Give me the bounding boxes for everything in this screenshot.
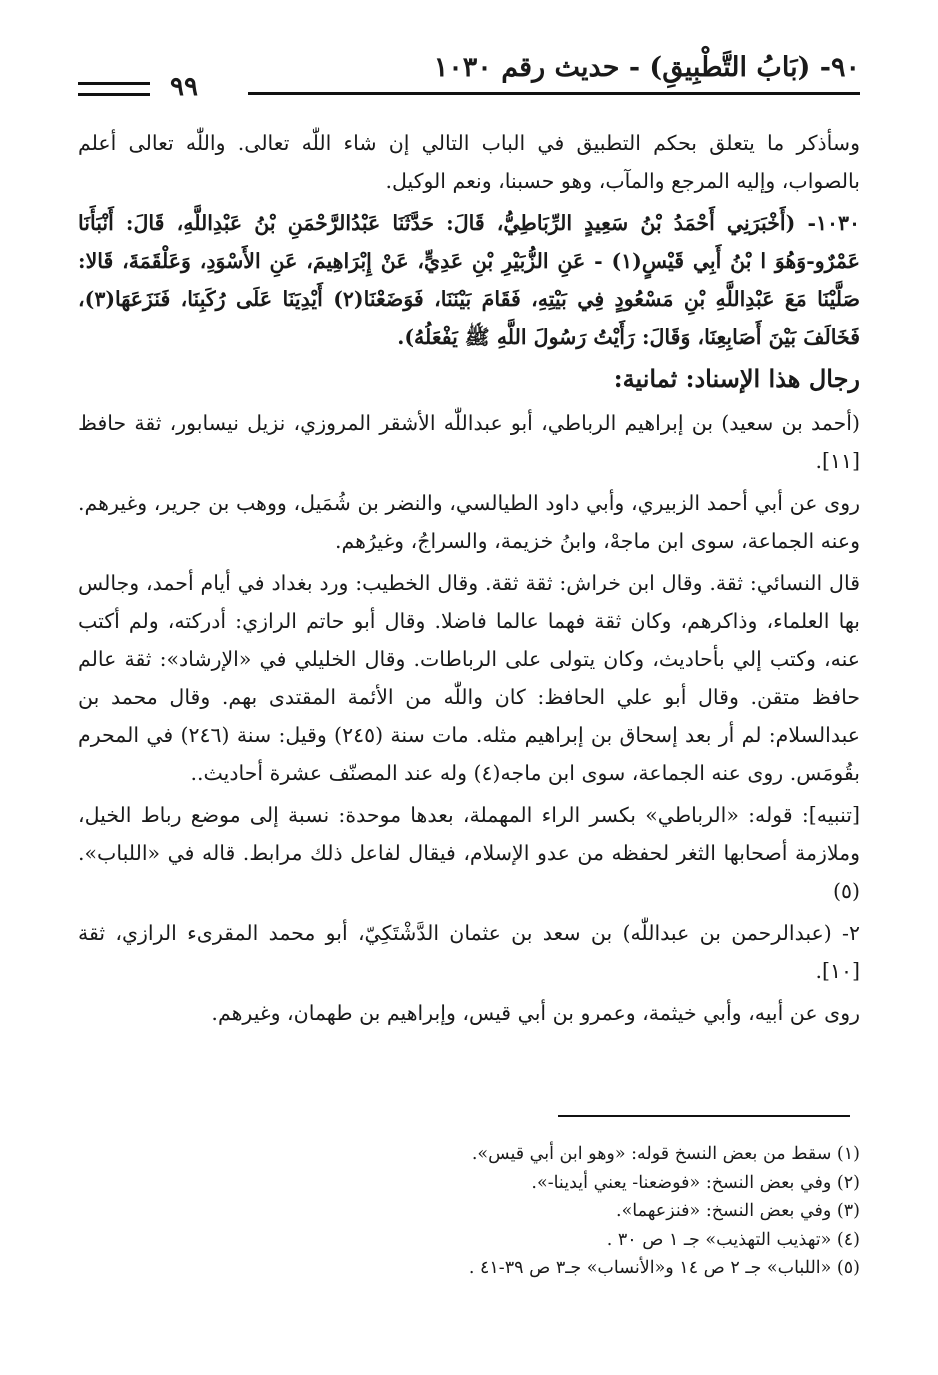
narrator-2-bio: ٢- (عبدالرحمن بن عبداللّٰه) بن سعد بن عثمان الدَّشْتَكِيّ، أبو محمد المقرىء الرازي، ثقة [١٠]. [78, 921, 860, 983]
footnote-item: (٥) «اللباب» جـ ٢ ص ١٤ و«الأنساب» جـ٣ ص ٣٩-٤١ . [468, 1258, 860, 1278]
section-heading: رجال هذا الإسناد: ثمانية: [613, 364, 860, 393]
page-number: ٩٩ [170, 72, 198, 102]
footnotes [78, 1140, 860, 1283]
footnote-item: (١) سقط من بعض النسخ قوله: «وهو ابن أبي قيس». [471, 1144, 860, 1164]
running-header [78, 52, 860, 100]
narrator-2-narrations: روى عن أبيه، وأبي خيثمة، وعمرو بن أبي قيس، وإبراهيم بن طهمان، وغيرهم. [211, 1001, 860, 1025]
main-text [78, 124, 860, 1036]
header-rule [248, 92, 860, 95]
hadith-text: ١٠٣٠- (أَخْبَرَنِي أَحْمَدُ بْنُ سَعِيدٍ الرِّبَاطِيُّ، قَالَ: حَدَّثَنَا عَبْدُالرَّحْمَنِ بْنُ عَبْدِاللَّهِ، قَالَ: أَنْبَأَنَا عَمْرٌو-وَهُوَ ا بْنُ أَبِي قَيْسٍ(١) - عَنِ الزُّبَيْرِ بْنِ عَدِيٍّ، عَنْ إِبْرَاهِيمَ، عَنِ الأَسْوَدِ، وَعَلْقَمَةَ، قَالا: صَلَّيْنَا مَعَ عَبْدِاللَّهِ بْنِ مَسْعُودٍ فِي بَيْتِهِ، فَقَامَ بَيْنَنَا، فَوَضَعْنَا(٢) أَيْدِيَنَا عَلَى رُكَبِنَا، فَنَزَعَهَا(٣)، فَخَالَفَ بَيْنَ أَصَابِعِنَا، وَقَالَ: رَأَيْتُ رَسُولَ اللَّهِ ﷺ يَفْعَلُهُ). [78, 211, 861, 349]
footnote-item: (٤) «تهذيب التهذيب» جـ ١ ص ٣٠ . [606, 1229, 860, 1250]
narrator-1-narrations: روى عن أبي أحمد الزبيري، وأبي داود الطيالسي، والنضر بن شُمَيل، ووهب بن جرير، وغيرهم. وعنه الجماعة، سوى ابن ماجهْ، وابنُ خزيمة، والسراجُ، وغيرُهم. [78, 491, 860, 553]
narrator-1-gradings: قال النسائي: ثقة. وقال ابن خراش: ثقة ثقة. وقال الخطيب: ورد بغداد في أيام أحمد، وجالس بها العلماء، وذاكرهم، وكان ثقة فهما عالما فاضلا. وقال أبو حاتم الرازي: أدركته، ولم أكتب عنه، وكتب إلي بأحاديث، وكان يتولى على الرباطات. وقال الخليلي في «الإرشاد»: ثقة عالم حافظ متقن. وقال أبو علي الحافظ: كان واللّٰه من الأئمة المقتدى بهم. وقال محمد بن عبدالسلام: لم أر بعد إسحاق بن إبراهيم مثله. مات سنة (٢٤٥) وقيل: سنة (٢٤٦) في المحرم بقُومَس. روى عنه الجماعة، سوى ابن ماجه(٤) وله عند المصنّف عشرة أحاديث.. [78, 571, 860, 785]
footnote-item: (٣) وفي بعض النسخ: «فنزعهما». [616, 1201, 860, 1221]
note-paragraph: [تنبيه]: قوله: «الرباطي» بكسر الراء المهملة، بعدها موحدة: نسبة إلى موضع رباط الخيل، وملازمة أصحابها الثغر لحفظه من عدو الإسلام، فيقال لفاعل ذلك مرابط. قاله في «اللباب».(٥) [78, 803, 860, 903]
header-double-rule [78, 82, 150, 96]
narrator-1-bio: (أحمد بن سعيد) بن إبراهيم الرباطي، أبو عبداللّٰه الأشقر المروزي، نزيل نيسابور، ثقة حافظ [١١]. [78, 411, 860, 473]
footnote-separator [558, 1115, 850, 1117]
footnote-item: (٢) وفي بعض النسخ: «فوضعنا- يعني أيدينا-». [531, 1172, 860, 1193]
header-title: ٩٠- (بَابُ التَّطْبِيقِ) - حديث رقم ١٠٣٠ [433, 52, 860, 83]
paragraph-intro: وسأذكر ما يتعلق بحكم التطبيق في الباب التالي إن شاء اللّٰه تعالى. واللّٰه تعالى أعلم بالصواب، وإليه المرجع والمآب، وهو حسبنا، ونعم الوكيل. [78, 131, 860, 193]
